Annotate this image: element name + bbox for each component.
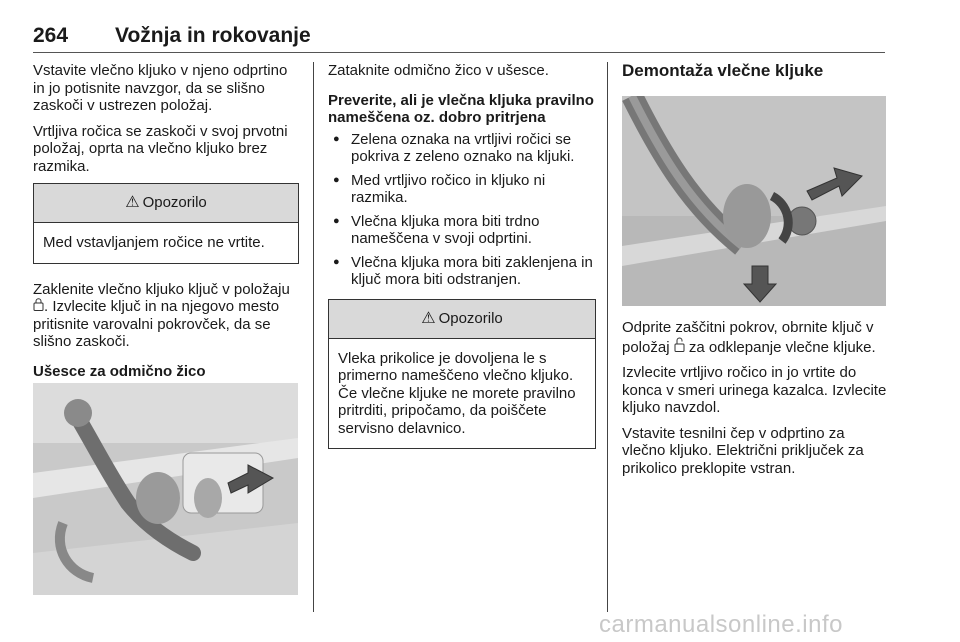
section-heading: Demontaža vlečne kljuke — [622, 61, 824, 80]
text-fragment: Zaklenite vlečno kljuko ključ v položaju — [33, 280, 290, 298]
warning-box — [33, 183, 299, 264]
watermark: carmanualsonline.info — [599, 611, 843, 638]
paragraph: Zataknite odmično žico v ušesce. — [328, 62, 549, 79]
text-fragment: za odklepanje vlečne kljuke. — [684, 338, 876, 356]
page-title: Vožnja in rokovanje — [115, 24, 311, 47]
page-number: 264 — [33, 24, 69, 47]
warning-triangle-icon: ⚠ — [125, 194, 140, 211]
warning-text: Vleka prikolice je dovoljena le s primerno nameščeno vlečno kljuko. Če vlečne kljuke ne morete pravilno pritrditi, pripočamo, da poiščete servisno delavnico. — [338, 349, 576, 437]
tow-hook-removal-illustration — [622, 96, 886, 306]
checklist — [328, 131, 596, 289]
list-item: ● Vlečna kljuka mora biti trdno nameščena v svoji odprtini. — [328, 213, 596, 248]
page-header — [33, 20, 885, 53]
list-item: ● Med vrtljivo ročico in kljuko ni razmika. — [328, 172, 596, 207]
warning-box — [328, 299, 596, 450]
list-item: ● Zelena oznaka na vrtljivi ročici se pokriva z zeleno oznako na kljuki. — [328, 131, 596, 166]
column-right — [622, 62, 890, 90]
warning-header — [34, 184, 298, 223]
paragraph — [33, 281, 299, 351]
warning-title: Opozorilo — [142, 194, 207, 211]
warning-header — [329, 300, 595, 339]
bold-intro: Preverite, ali je vlečna kljuka pravilno nameščena oz. dobro pritrjena — [328, 91, 594, 126]
column-middle — [328, 62, 596, 449]
column-right-text — [622, 319, 890, 485]
lock-closed-icon — [33, 298, 44, 316]
list-item: ● Vlečna kljuka mora biti zaklenjena in ključ mora biti odstranjen. — [328, 254, 596, 289]
text-fragment: . Izvlecite ključ in na njegovo mesto pritisnite varovalni pokrovček, da se slišno zaskoči. — [33, 298, 280, 350]
warning-title: Opozorilo — [438, 309, 503, 327]
paragraph: Vstavite vlečno kljuko v njeno odprtino in jo potisnite navzgor, da se slišno zaskoči v ustrezen položaj. — [33, 62, 288, 114]
paragraph: Vrtljiva ročica se zaskoči v svoj prvotni položaj, oprta na vlečno kljuko brez razmika. — [33, 122, 288, 175]
text-fragment: Odprite zaščitni pokrov, obrnite ključ v položaj — [622, 319, 874, 356]
tow-hook-eyelet-illustration — [33, 383, 298, 595]
paragraph — [622, 319, 890, 356]
warning-text: Med vstavljanjem ročice ne vrtite. — [43, 234, 265, 251]
section-heading: Ušesce za odmično žico — [33, 362, 206, 380]
column-divider — [313, 62, 314, 612]
column-left — [33, 62, 299, 388]
paragraph: Vstavite tesnilni čep v odprtino za vlečno kljuko. Električni priključek za prikolico preklopite vstran. — [622, 424, 864, 477]
warning-triangle-icon: ⚠ — [421, 309, 436, 327]
paragraph: Izvlecite vrtljivo ročico in jo vrtite do konca v smeri urinega kazalca. Izvlecite kljuko navzdol. — [622, 364, 887, 416]
lock-open-icon — [674, 337, 685, 357]
column-divider — [607, 62, 608, 612]
